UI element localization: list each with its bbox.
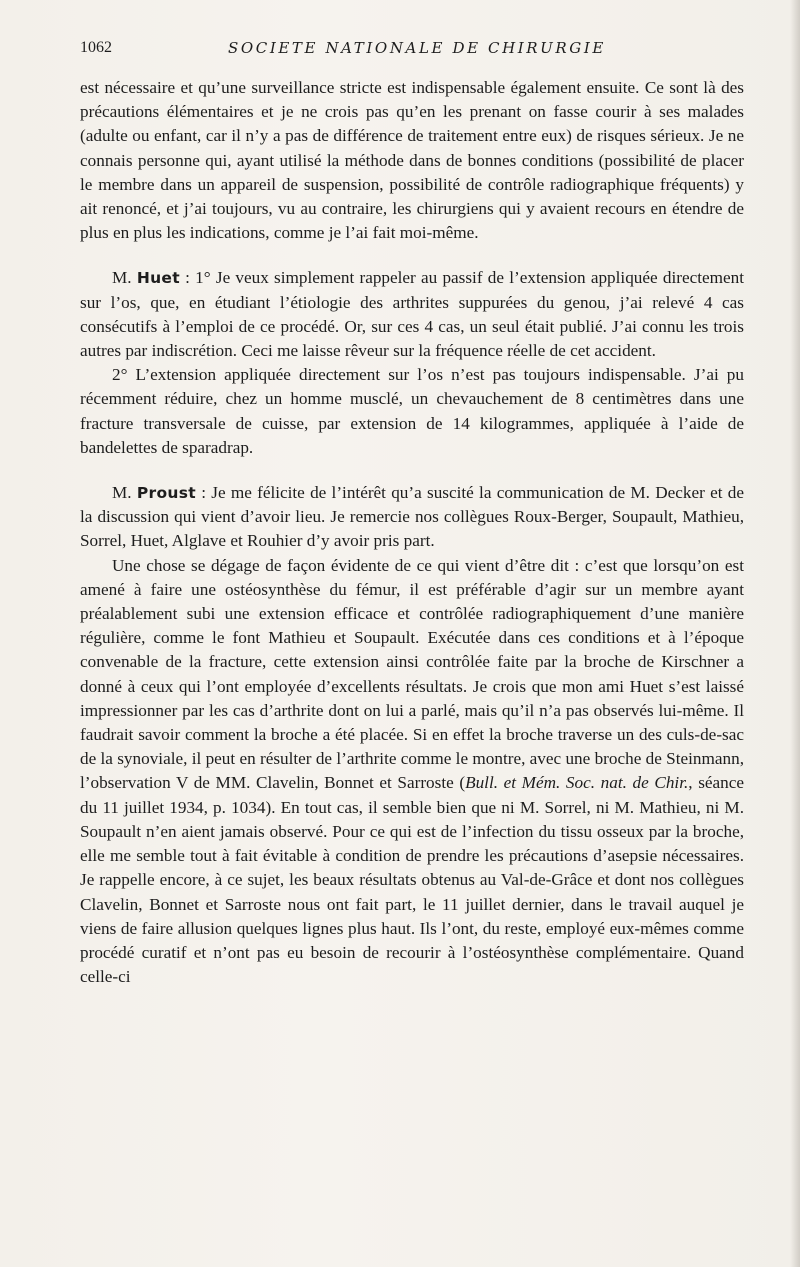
paragraph-text: , séance du 11 juillet 1934, p. 1034). En tout cas, il semble bien que ni M. Sorrel, ni M. Mathieu, ni M. Soupault n’en aient jamais observé. Pour ce qui est de l’infection du tissu osseux par la broche, elle me semble tout à fait évitable à condition de prendre les précautions d’asepsie nécessaires. Je rappelle encore, à ce sujet, les beaux résultats obtenus au Val-de-Grâce et dont nos collègues Clavelin, Bonnet et Sarroste nous ont fait part, le 11 juillet dernier, dans le travail auquel je viens de faire allusion quelques lignes plus haut. Ils l’ont, du reste, employé eux-mêmes comme procédé curatif et n’ont pas eu besoin de recourir à l’ostéosynthèse complémentaire. Quand celle-ci (80, 773, 744, 987)
citation-journal: Bull. et Mém. Soc. nat. de Chir. (465, 773, 689, 793)
paragraph-huet-2: 2° L’extension appliquée directement sur l’os n’est pas toujours indispensable. J’ai pu récemment réduire, chez un homme musclé, un chevauchement de 8 centimètres dans une fracture transversale de cuisse, par extension de 14 kilogrammes, appliquée à l’aide de bandelettes de sparadrap. (80, 365, 744, 457)
running-header (80, 36, 752, 60)
page-number: 1062 (80, 39, 112, 56)
speaker-name-proust: Proust (136, 484, 196, 503)
paragraph-continuation: est nécessaire et qu’une surveillance stricte est indispensable également ensuite. Ce sont là des précautions élémentaires et je ne crois pas qu’en les prenant on fasse courir à ses malades (adulte ou enfant, car il n’y a pas de différence de traitement entre eux) de risques sérieux. Je ne connais personne qui, ayant utilisé la méthode dans de bonnes conditions (possibilité de placer le membre dans un appareil de suspension, possibilité de contrôle radiographique fréquents) y ait renoncé, et j’ai toujours, vu au contraire, les chirurgiens qui y avaient recours en étendre de plus en plus les indications, comme je l’ai fait moi-même. (80, 78, 744, 243)
paragraph-huet-1 (80, 266, 744, 363)
running-title: SOCIETE NATIONALE DE CHIRURGIE (228, 39, 606, 57)
paragraph-proust-2 (80, 554, 744, 990)
page-edge-shadow (790, 0, 800, 1267)
paragraph-text: : Je me félicite de l’intérêt qu’a suscité la communication de M. Decker et de la discussion qui vient d’avoir lieu. Je remercie nos collègues Roux-Berger, Soupault, Mathieu, Sorrel, Huet, Alglave et Rouhier d’y avoir pris part. (80, 483, 744, 551)
paragraph-text: : 1° Je veux simplement rappeler au passif de l’extension appliquée directement sur l’os, que, en étudiant l’étiologie des arthrites suppurées du genou, j’ai relevé 4 cas consécutifs à l’emploi de ce procédé. Or, sur ces 4 cas, un seul était publié. J’ai connu les trois autres par indiscrétion. Ceci me laisse rêveur sur la fréquence réelle de cet accident. (80, 268, 744, 361)
speaker-prefix: M. (112, 483, 137, 503)
speaker-name-huet: Huet (136, 269, 180, 288)
article-body (80, 76, 744, 989)
speaker-prefix: M. (112, 268, 137, 288)
section-gap (80, 460, 744, 481)
paragraph-proust-1 (80, 481, 744, 554)
section-gap (80, 245, 744, 266)
paragraph-text: Une chose se dégage de façon évidente de ce qui vient d’être dit : c’est que lorsqu’on est amené à faire une ostéosynthèse du fémur, il est préférable d’agir sur un membre ayant préalablement subi une extension efficace et contrôlée radiographiquement d’une manière régulière, comme le font Mathieu et Soupault. Exécutée dans ces conditions et à l’époque convenable de la fracture, cette extension ainsi contrôlée faite par la broche de Kirschner a donné à ceux qui l’ont employée d’excellents résultats. Je crois que mon ami Huet s’est laissé impressionner par les cas d’arthrite dont on lui a parlé, mais qu’il n’a pas observés lui-même. Il faudrait savoir comment la broche a été placée. Si en effet la broche traverse un des culs-de-sac de la synoviale, il peut en résulter de l’arthrite comme le montre, avec une broche de Steinmann, l’observation V de MM. Clavelin, Bonnet et Sarroste ( (80, 555, 744, 793)
